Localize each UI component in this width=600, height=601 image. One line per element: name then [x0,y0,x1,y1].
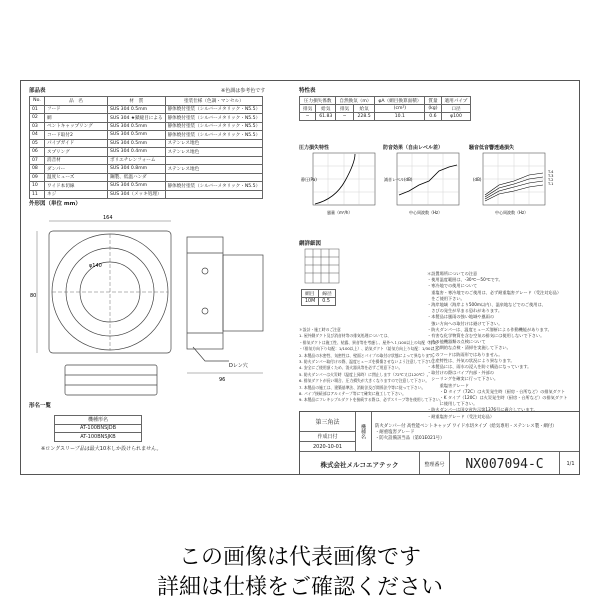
noise-reduction-chart [383,151,465,219]
table-row [55,416,142,425]
dim-height: 80 [30,293,37,299]
outline-title: 外形図（単位 mm） [29,201,81,207]
cell: 線径 [319,290,336,298]
cell: スプリング [45,148,108,157]
cell: ダンパー [45,165,108,174]
note-line: ・本製品は風雨の強い地域や風雨の [427,314,495,320]
parts-col-finish: 塗装仕様（色調・マンセル） [165,97,263,106]
legend-t2: T-2 [548,178,554,182]
outline-drawing [29,207,291,407]
parts-col-name: 品 名 [45,97,108,106]
cell: ポリエチレンフォーム [108,156,166,165]
cell: φ100 [441,113,471,121]
cell [165,190,263,199]
table-row [55,433,142,442]
cell: 給気 [353,105,375,113]
sheet-number: 1/1 [560,452,580,475]
spec-title: 特性表 [299,88,316,94]
cell: 01 [30,105,45,114]
dim-depth: 96 [219,377,226,383]
cell: 08 [30,165,45,174]
cell: 静体焼付塗装（シルバーメタリック・N5.5） [165,182,263,191]
legend-t3: T-3 [548,174,554,178]
model-name-cell [372,412,580,452]
transmission-xlabel: 中心周波数（Hz） [495,210,529,215]
mesh-table [301,289,336,306]
cell: SUS 304 0.4mm [108,148,166,157]
note-line: ・海岸地域（海岸より500m以内）、温泉地などでのご使用は、 [427,302,546,308]
cell: 静体焼付塗装（シルバーメタリック・N5.5） [165,105,263,114]
transmission-ylabel: (dB) [473,177,482,182]
cell: − [336,113,353,121]
noise-chart-title: 防音効果（自由レベル差） [383,145,444,151]
mesh-detail-drawing [303,247,343,285]
pressure-ylabel: 静圧(Pa) [301,177,317,182]
cell: (cm²) [375,105,425,113]
parts-title: 部品表 [29,88,46,94]
pressure-xlabel: 風量（m³/h） [327,210,353,215]
parts-header-row [30,97,263,106]
note-line: 2. 本製品の水密性、気密性は、壁面とパイプの取付け状態によって異なります。 [299,352,437,358]
drawing-sheet [20,80,580,475]
note-line: ・取付けの際はパイプ内部・外部の [427,370,494,376]
transmission-chart-title: 騒音低音響透過損失 [469,145,515,151]
spec-header-row [300,97,471,105]
table-row [30,165,263,174]
cell: ステンレス地色 [165,165,263,174]
cell: SUS 304 0.8mm [108,165,166,174]
cell: 10M [302,298,319,306]
cell: 排気 [336,105,353,113]
cell: − [300,113,316,121]
title-block [299,411,580,475]
cell: 静体焼付塗装（シルバーメタリック・N5.5） [165,114,263,123]
note-line: 重塩害・寒冷地でのご使用は、必ず耐重塩害グレード（受注対応品） [427,289,562,295]
noise-ylabel: 減音レベル(dB) [384,177,413,182]
cell: パイプガイド [45,139,108,148]
model-name-label: 機種名 [356,412,372,452]
note-line: シーリングを確実に行って下さい。 [427,376,499,382]
table-row [30,156,263,165]
caption-line-2: 詳細は仕様をご確認ください [156,575,443,600]
note-line: ・定期的な点検・清掃を実施して下さい。 [427,345,511,351]
cell: 網 [45,114,108,123]
cell: ワイド本切線 [45,182,108,191]
note-line: をご使用下さい。 [427,295,465,301]
noise-xlabel: 中心周波数（Hz） [409,210,443,215]
cell: 圧力損失係数 [300,97,336,105]
cell: 10 [30,182,45,191]
cell: 07 [30,156,45,165]
company-name: 株式会社メルコエアテック [300,452,420,475]
parts-table [29,96,263,199]
cell: 03 [30,122,45,131]
dim-diameter: φ140 [89,263,102,269]
parts-col-no: No. [30,97,45,106]
note-line: ・防火ダンパーは国交省告示第1376号に適合しています。 [427,407,538,413]
cell: ネジ [45,190,108,199]
note-line: ・その他機器類の点検について [427,339,486,345]
cell: 温度ヒューズ [45,173,108,182]
cell: 04 [30,131,45,140]
table-row [55,424,142,433]
drawing-number: NX007094-C [450,452,560,475]
note-line: 7. 本製品の施工は、建築基準法、消防法及び関係法令等に従って下さい。 [299,384,426,390]
note-line: ＊設置場所についての注意 [427,271,478,276]
note-line: ・このフードは防雨形ではありません。 [427,351,503,357]
installation-notes [427,271,567,420]
projection-method: 第三角法 [300,412,356,432]
note-line: ・D タイプ（72C）は火災発生時（厨房・台所など）の排気ダクト [427,388,566,394]
cell: 61.83 [316,113,336,121]
cell: SUS 304 0.5mm [108,139,166,148]
note-line: ＊設計・施工時のご注意 [299,327,341,332]
note-line: 6. 排気ダクトが長い場合、圧力損失が大きくなりますので注意して下さい。 [299,378,430,384]
transmission-loss-chart [469,151,573,219]
grade-line-2: ・防火設備該当品（第01E021号） [375,435,445,441]
cell: AT-100BNSJKB [55,433,142,442]
note-line: さびの発生が早まる恐れがあります。 [427,308,503,314]
table-row [30,114,263,123]
cell: 09 [30,173,45,182]
legend-t1: T-1 [548,182,554,186]
cell: 0.6 [425,113,441,121]
cell: SUS 304 0.5mm [108,105,166,114]
models-table [54,415,142,442]
grade-line-1: ・耐重塩害グレード [375,429,415,435]
cell: 消音材 [45,156,108,165]
table-row [30,122,263,131]
cell: 口径 [441,105,471,113]
cell: コード取付2 [45,131,108,140]
table-row [30,105,263,114]
caption-line-1: この画像は代表画像です [178,545,421,570]
note-line: ・本製品には、雨水の浸入を防ぐ構造になっています。 [427,364,532,370]
color-note: ※色調は参考色です [221,88,266,94]
legend-t4: T-4 [548,170,554,174]
drain-hole-label: Dレン穴 [229,363,248,369]
cell: SUS 304（メッキ処理） [108,190,166,199]
spec-table [299,96,471,121]
cell [165,173,263,182]
cell: 適用パイプ [441,97,471,105]
note-line: ・排気ダクトは施工性、結露、異音等を考慮し、屋外へ１/100以上の勾配（排気） [299,339,441,345]
cell: 排気 [300,105,316,113]
cell: SUS 304 ★鎖縫目による [108,114,166,123]
table-row [302,298,336,306]
cell: (kg) [425,105,441,113]
note-line: ・寒冷地での使用について [427,283,478,289]
note-line: 強い方向への取付けは避けて下さい。 [427,320,503,326]
cell: SUS 304 0.5mm [108,182,166,191]
note-line: 重塩害グレード [427,382,469,388]
note-line: 3. 防火ダンパー取付けの際、温度ヒューズを損傷させないよう注意して下さい。 [299,359,437,365]
table-row [302,290,336,298]
cell: ステンレス地色 [165,139,263,148]
cell: 給気 [316,105,336,113]
table-row [30,148,263,157]
cell: ステンレス地色 [165,148,263,157]
table-row [30,182,263,191]
models-footnote: ※ロングスリーブ品は最大10本しか設けられません。 [41,446,162,452]
note-line: ・使用温度範囲は、-30℃〜50℃です。 [427,277,503,283]
note-line: 8. パイプ接続部はアルミテープ等にて確実に施工して下さい。 [299,391,406,397]
model-name: 防火ダンパー付 高性能ベントキャップ ワイド水切タイプ（給気専用・ステンレス製・網付） [375,423,557,429]
cell: 質量 [425,97,441,105]
cell: 10.1 [375,113,425,121]
cell: ベントキャップリング [45,122,108,131]
date-label: 作成日付 [300,432,356,442]
note-line: ・有害な化学物質を含む空気の排気には使用しないで下さい。 [427,333,545,339]
cell: SUS 304 0.5mm [108,131,166,140]
note-line: に使用して下さい。 [427,401,478,407]
note-line: ・耐重塩害グレード（受注対応品） [427,413,495,419]
table-row [30,190,263,199]
note-line: ・（排気方向下り勾配：1/100以上）、給気ダクト（給気方向上り勾配：1/30以上） [299,346,442,352]
spec-value-row [300,113,471,121]
cell: 静体焼付塗装（シルバーメタリック・N5.5） [165,131,263,140]
models-title: 形名一覧 [29,403,52,409]
cell: 05 [30,139,45,148]
dim-width: 164 [103,215,113,221]
note-line: 1. 屋外側ダクト及び消音材等の排気処理については、 [299,333,392,339]
cell: AT-100BNSJDB [55,424,142,433]
cell: 02 [30,114,45,123]
mesh-title: 網詳細図 [299,241,322,247]
note-line: ・K タイプ（120C）は火災発生時（厨房・台所など）の排気ダクト [427,395,568,401]
cell [165,156,263,165]
table-row [30,173,263,182]
note-line: 9. 本製品にフレキシブルダクトを接続する際は、必ずスリーブ等を使用して下さい。 [299,397,444,403]
note-line: ・生産特性は、外気の状況により異なります。 [427,357,515,363]
cell: φA（網目換算面積） [375,97,425,105]
pressure-chart-title: 圧力損失特性 [299,145,330,151]
cell: 11 [30,190,45,199]
cell: 鋼製、低温ハンダ [108,173,166,182]
design-notes [299,327,443,404]
table-row [30,139,263,148]
cell: 06 [30,148,45,157]
date-value: 2020-10-01 [300,442,356,452]
parts-col-material: 材 質 [108,97,166,106]
cell: 0.5 [319,298,336,306]
cell: SUS 304 0.5mm [108,122,166,131]
cell: フード [45,105,108,114]
cell: 228.5 [353,113,375,121]
cell: 静体焼付塗装（シルバーメタリック・N5.5） [165,122,263,131]
spec-subheader-row [300,105,471,113]
note-line: 5. 防火ダンパーは火災時（温度上昇時）に閉止します（72℃又は120℃）。 [299,371,431,377]
cell: 自然換気（m） [336,97,375,105]
cell: 網目 [302,290,319,298]
cell: 機種形名 [55,416,142,425]
number-label: 整理番号 [420,452,450,475]
note-line: 4. 安全にご使用頂くため、消火器具等を必ずご用意下さい。 [299,365,403,371]
note-line: ・防火ダンパーは、温度ヒューズ溶断による作動機能があります。 [427,326,552,332]
pressure-loss-chart [299,151,379,219]
table-row [30,131,263,140]
